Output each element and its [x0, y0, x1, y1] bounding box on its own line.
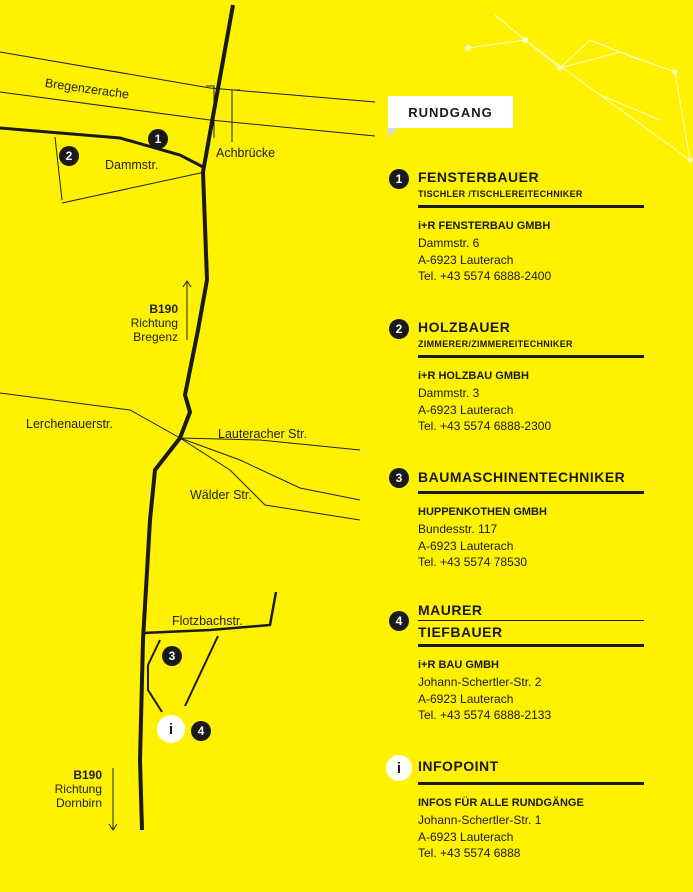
entry-3 [389, 468, 644, 571]
map-marker-1[interactable]: 1 [148, 129, 168, 149]
entry-company: i+R HOLZBAU GMBH [418, 370, 529, 382]
waelder-str-label: Wälder Str. [190, 488, 252, 502]
entry-number: 3 [389, 468, 409, 488]
loop-road [148, 640, 162, 712]
divider [418, 644, 644, 647]
title-divider [418, 620, 644, 621]
achbruecke-label: Achbrücke [216, 146, 276, 160]
entry-phone: Tel. +43 5574 6888-2400 [418, 269, 552, 283]
map-marker-3[interactable]: 3 [162, 646, 182, 666]
entry-city: A-6923 Lauterach [418, 829, 514, 844]
arrow-up-bregenz [183, 281, 191, 340]
entry-subtitle: TISCHLER /TISCHLEREITECHNIKER [418, 189, 583, 199]
direction-road: B190 [73, 768, 102, 782]
divider [418, 491, 644, 494]
entry-title: MAURER [418, 602, 483, 618]
entry-city: A-6923 Lauterach [418, 538, 514, 553]
map-marker-4[interactable]: 4 [191, 721, 211, 741]
entry-street: Johann-Schertler-Str. 2 [418, 675, 542, 689]
rundgang-heading: RUNDGANG [388, 96, 513, 128]
side-road-1 [55, 137, 62, 200]
flotzbach-spur [185, 636, 218, 706]
direction-line2: Bregenz [133, 330, 178, 344]
entry-street: Dammstr. 6 [418, 236, 480, 250]
waelder-str-road [180, 438, 360, 520]
entry-number: 4 [389, 611, 409, 631]
dammstr-label: Dammstr. [105, 158, 159, 172]
arrow-down-dornbirn [109, 768, 117, 830]
map-marker-2[interactable]: 2 [59, 146, 79, 166]
map-info-marker[interactable]: i [157, 715, 185, 743]
entry-street: Dammstr. 3 [418, 386, 480, 400]
entry-city: A-6923 Lauterach [418, 402, 514, 417]
entry-phone: Tel. +43 5574 78530 [418, 555, 528, 569]
side-road-2 [62, 172, 205, 203]
entry-title: INFOPOINT [418, 758, 499, 774]
entry-subtitle: ZIMMERER/ZIMMEREITECHNIKER [418, 339, 573, 349]
info-icon: i [386, 755, 412, 781]
dammstr-road [0, 128, 205, 168]
bregenzerache-label: Bregenzerache [44, 76, 130, 102]
entry-company: i+R BAU GMBH [418, 659, 499, 671]
river-bank-south [0, 92, 375, 136]
decorative-network [466, 15, 693, 162]
entry-phone: Tel. +43 5574 6888-2133 [418, 708, 552, 722]
bridge-right [232, 90, 240, 142]
divider [418, 782, 644, 785]
entry-title: HOLZBAUER [418, 319, 511, 335]
lauteracher-str-label: Lauteracher Str. [218, 427, 307, 441]
entry-company: HUPPENKOTHEN GMBH [418, 506, 547, 518]
direction-line1: Richtung [54, 782, 102, 796]
entry-title: BAUMASCHINENTECHNIKER [418, 469, 626, 485]
divider [418, 355, 644, 358]
flotzbachstr-label: Flotzbachstr. [172, 614, 243, 628]
entry-phone: Tel. +43 5574 6888 [418, 846, 521, 860]
entry-infopoint [389, 757, 644, 862]
direction-line1: Richtung [130, 316, 178, 330]
entry-title-2: TIEFBAUER [418, 624, 503, 640]
entry-1 [389, 168, 644, 285]
entry-city: A-6923 Lauterach [418, 691, 514, 706]
entry-4 [389, 601, 644, 724]
entry-number: 2 [389, 319, 409, 339]
direction-bregenz [110, 302, 178, 344]
divider [418, 205, 644, 208]
direction-road: B190 [149, 302, 178, 316]
lerchenauerstr-road [0, 393, 180, 438]
direction-line2: Dornbirn [55, 796, 102, 810]
entry-city: A-6923 Lauterach [418, 252, 514, 267]
entry-company: i+R FENSTERBAU GMBH [418, 220, 551, 232]
entry-title: FENSTERBAUER [418, 169, 540, 185]
entry-phone: Tel. +43 5574 6888-2300 [418, 419, 552, 433]
direction-dornbirn [35, 768, 102, 810]
entry-street: Johann-Schertler-Str. 1 [418, 813, 542, 827]
lerchenauerstr-label: Lerchenauerstr. [26, 417, 113, 431]
entry-number: 1 [389, 169, 409, 189]
entry-company: INFOS FÜR ALLE RUNDGÄNGE [418, 797, 584, 809]
entry-street: Bundesstr. 117 [418, 522, 498, 536]
entry-2 [389, 318, 644, 435]
